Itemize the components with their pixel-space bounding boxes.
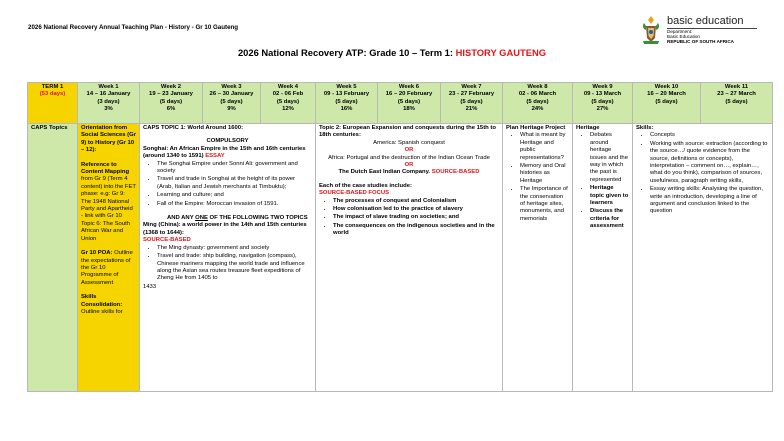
week-8-cell: Week 8 02 - 06 March (5 days) 24% (503, 83, 573, 124)
orientation-cell: Orientation from Social Sciences (Gr 9) to History (Gr 10 – 12): Reference to Content Mapping from Gr 9 (Term 4 content) into the FET phase: e.g: Gr 9: The 1948 National Party and Apartheid - link with Gr 10 Topic 6: The South African War and Union Gr 10 POA: Outline the expectations of the Gr 10 Programme of Assessment Skills Consolidation: Outline skills for (78, 124, 140, 392)
heritage-cell: Heritage • Debates around heritage issues and the way in which the past is represented • Heritage topic given to learners • Discuss the criteria for assessment (573, 124, 633, 392)
title-highlight: HISTORY GAUTENG (455, 47, 547, 58)
week-4-cell: Week 4 02 - 06 Feb (5 days) 12% (261, 83, 316, 124)
week-3-cell: Week 3 26 – 30 January (5 days) 9% (203, 83, 261, 124)
logo-line-1: Department: (667, 29, 693, 34)
logo-brand: basic education (667, 15, 744, 27)
week-11-cell: Week 11 23 – 27 March (5 days) (701, 83, 773, 124)
skills-cell: Skills: • Concepts • Working with source: extraction (according to the source…/ quote evidence from the source, definitions or concepts), interpretation – comment on…, explain…, what do you think), comparison of sources, usefulness, paragraph writing skills, • Essay writing skills: Analysing the question, write an introduction, developing a line of argument and conclusion linked to the question (633, 124, 773, 392)
page-title (0, 47, 784, 58)
week-9-cell: Week 9 09 - 13 March (5 days) 27% (573, 83, 633, 124)
caps-topics-row (28, 124, 773, 392)
document-header: 2026 National Recovery Annual Teaching Plan - History - Gr 10 Gauteng (28, 24, 239, 31)
topic-1-cell: CAPS TOPIC 1: World Around 1600: COMPULSORY Songhai: An African Empire in the 15th and 16th centuries (around 1340 to 1591) ESSAY • The Songhai Empire under Sonni Ali: government and society • Travel and trade in Songhai at the height of its power (Arab, Italian and Jewish merchants at Timbuktu); • Learning and culture; and • Fall of the Empire: Moroccan invasion of 1591. AND ANY ONE OF THE FOLLOWING TWO TOPICS Ming (China): a world power in the 14th and 15th centuries (1368 to 1644): SOURCE-BASED • The Ming dynasty: government and society • Travel and trade: ship building, navigation (compass), Chinese mariners mapping the world trade and influence along the Asian sea routes treasure fleet expeditions of Zheng He from 1405 to 1433 (140, 124, 316, 392)
week-6-cell: Week 6 16 – 20 February (5 days) 18% (378, 83, 441, 124)
logo-line-2: Basic Education (667, 34, 700, 39)
title-main: 2026 National Recovery ATP: Grade 10 – Term 1: (237, 47, 456, 58)
week-1-cell: Week 1 14 – 16 January (3 days) 3% (78, 83, 140, 124)
header-row (28, 83, 773, 124)
department-logo (640, 14, 770, 48)
week-2-cell: Week 2 19 – 23 January (5 days) 6% (140, 83, 203, 124)
week-5-cell: Week 5 09 - 13 February (5 days) 16% (316, 83, 378, 124)
week-7-cell: Week 7 23 - 27 February (5 days) 21% (441, 83, 503, 124)
caps-topics-label: CAPS Topics (28, 124, 78, 392)
term-days: (53 days) (39, 91, 66, 98)
logo-line-3: REPUBLIC OF SOUTH AFRICA (667, 39, 734, 44)
teaching-plan-table (27, 82, 773, 392)
term-cell (28, 83, 78, 124)
heritage-project-cell: Plan Heritage Project • What is meant by Heritage and public representations? • Memory and Oral histories as Heritage • The Importance of the conservation of heritage sites, monuments, and memorials (503, 124, 573, 392)
coat-of-arms-icon (640, 14, 662, 46)
topic-2-cell: Topic 2: European Expansion and conquests during the 15th to 18th centuries: America: Spanish conquest OR Africa: Portugal and the destruction of the Indian Ocean Trade OR The Dutch East Indian Company. SOURCE-BASED Each of the case studies include: SOURCE-BASED FOCUS • The processes of conquest and Colonialism • How colonisation led to the practice of slavery • The impact of slave trading on societies; and • The consequences on the indigenous societies and in the world (316, 124, 503, 392)
term-label: TERM 1 (41, 84, 64, 90)
week-10-cell: Week 10 16 – 20 March (5 days) (633, 83, 701, 124)
